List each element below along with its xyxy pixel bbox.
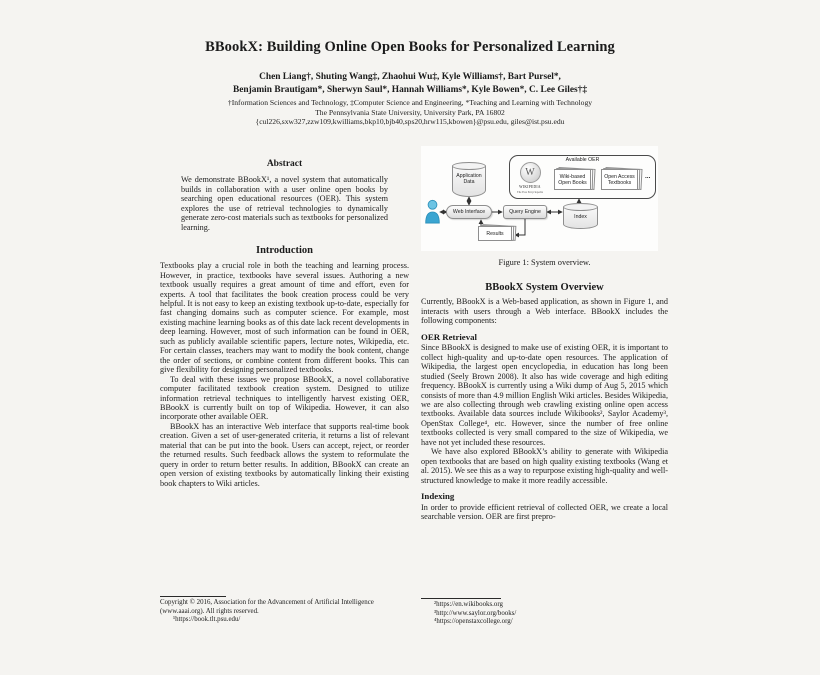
affiliation-line-1: †Information Sciences and Technology, ‡Computer Science and Engineering, *Teaching and Learning with Technology xyxy=(227,98,593,107)
node-query-engine xyxy=(503,205,547,219)
footnote-3: ³http://www.saylor.org/books/ xyxy=(434,609,517,617)
node-open-access-textbooks xyxy=(601,169,638,190)
application-data-label: Application Data xyxy=(456,173,482,185)
wikipedia-tagline: The Free Encyclopedia xyxy=(517,191,543,194)
copyright-notice: Copyright © 2016, Association for the Advancement of Artificial Intelligence (www.aaai.org). All rights reserved. xyxy=(160,599,374,615)
wikipedia-initial: W xyxy=(525,166,535,178)
intro-paragraph-3: BBookX has an interactive Web interface that supports real-time book creation. Given a set of user-generated criteria, it returns a list of relevant material that can be put into the book. Users can accept, reject, or reorder the returned results. Such feedback allows the system to reformulate the query in order to return better results. In addition, BBookX can create an open version of existing textbooks by automatically linking their existing book chapters to Wiki articles. xyxy=(160,421,409,488)
cylinder-top xyxy=(452,162,486,170)
figure-caption: Figure 1: System overview. xyxy=(498,258,591,267)
available-oer-label: Available OER xyxy=(565,157,600,163)
open-access-label-sheet xyxy=(601,169,638,190)
intro-paragraph-1: Textbooks play a crucial role in both the teaching and learning process. However, in practice, textbooks have several issues. Authoring a new textbook usually requires a great amount of time and effort, even for experts. A tool that facilitates the book creation process could be very helpful. It is not easy to keep an existing textbook up-to-date, especially for fast changing domains such as computer science. For example, most existing machine learning books as of this date lack recent developments in deep learning. However, most of such information can be found in OER, such as publicly available scientific papers, lecture notes, Wikipedia, etc. For certain classes, teachers may want to modify the book content, change the order of sections, or combine content from different books. This can give flexibility for designing personalized textbooks. xyxy=(160,261,409,375)
node-index xyxy=(563,203,598,229)
node-wiki-based-open-books xyxy=(554,169,591,190)
wiki-books-label-sheet xyxy=(554,169,591,190)
node-web-interface xyxy=(446,205,492,219)
more-sources-ellipsis: ... xyxy=(645,173,651,180)
left-footnote-block xyxy=(160,596,409,625)
affiliation-line-2: The Pennsylvania State University, University Park, PA 16802 xyxy=(315,107,505,117)
web-interface-label: Web Interface xyxy=(452,209,486,215)
abstract-heading: Abstract xyxy=(266,159,303,169)
right-column xyxy=(421,146,668,660)
node-results xyxy=(478,226,512,241)
abstract-text: We demonstrate BBookX¹, a novel system that automatically builds in collaboration with a user online open books by searching open educational resources (OER). This system explores the use of retrieval technologies to dynamically generate zero-cost materials such as textbooks for personalized learning. xyxy=(181,175,388,232)
intro-paragraph-2: To deal with these issues we propose BBookX, a novel collaborative computer facilitated textbook creation system. Designed to utilize information retrieval techniques to intelligently harvest existing OER, BBookX is currently built on top of Wikipedia. However, it can also incorporate other available OER. xyxy=(160,374,409,422)
footnote-1: ¹https://book.tlt.psu.edu/ xyxy=(173,616,241,624)
results-label: Results xyxy=(486,230,504,237)
right-footnote-block xyxy=(421,598,668,627)
footnote-4: ⁴https://openstaxcollege.org/ xyxy=(434,618,513,626)
open-access-label: Open Access Textbooks xyxy=(604,173,635,186)
user-icon xyxy=(424,198,441,226)
figure-system-overview xyxy=(421,146,658,251)
index-label: Index xyxy=(574,214,587,220)
cylinder-top xyxy=(563,203,598,211)
node-application-data xyxy=(452,162,486,197)
oer-retrieval-paragraph-1: Since BBookX is designed to make use of existing OER, it is important to collect high-quality and up-to-date open resources. The application of Wikipedia, the largest open encyclopedia, in education has long been studied (Seely Brown 2008). It also has wide coverage and high editing frequency. BBookX is currently using a Wiki dump of Aug 5, 2015 which consists of more than 4.9 million English Wiki articles. Besides Wikipedia, we are also collecting through web crawling existing online open access textbooks. Available data sources include Wikibooks², Saylor Academy³, OpenStax College⁴, etc. However, since the number of free online textbooks collected is very small compared to the size of Wikipedia, we have not yet included these resources. xyxy=(421,343,668,447)
wiki-books-label: Wiki-based Open Books xyxy=(558,173,587,186)
paper-title: BBookX: Building Online Open Books for Personalized Learning xyxy=(205,39,615,55)
footnote-2: ²https://en.wikibooks.org xyxy=(434,601,503,608)
section-heading-introduction: Introduction xyxy=(256,245,313,257)
subsection-heading-indexing: Indexing xyxy=(421,491,455,502)
header xyxy=(0,0,820,127)
wikipedia-logo xyxy=(515,162,545,196)
results-label-sheet xyxy=(478,226,512,241)
query-engine-label: Query Engine xyxy=(509,209,541,215)
authors-line-1: Chen Liang†, Shuting Wang‡, Zhaohui Wu‡, Kyle Williams†, Bart Pursel*, xyxy=(259,72,561,82)
author-emails: {cul226,sxw327,zzw109,kwilliams,bkp10,bjb40,sps20,hrw115,kbowen}@psu.edu, giles@ist.psu.edu xyxy=(255,117,565,127)
wikipedia-globe-icon xyxy=(520,162,541,183)
left-column xyxy=(160,155,409,660)
subsection-heading-oer-retrieval: OER Retrieval xyxy=(421,331,477,342)
footnote-rule xyxy=(421,598,501,599)
oer-retrieval-paragraph-2: We have also explored BBookX’s ability to generate with Wikipedia open textbooks that are based on high quality existing textbooks (Wang et al. 2015). We see this as a way to repurpose existing high-quality and well-structured knowledge to make it more readily accessible. xyxy=(421,447,668,485)
author-list xyxy=(0,71,820,96)
affiliations xyxy=(0,98,820,127)
authors-line-2: Benjamin Brautigam*, Sherwyn Saul*, Hannah Williams*, Kyle Bowen*, C. Lee Giles†‡ xyxy=(232,84,588,95)
indexing-paragraph: In order to provide efficient retrieval of collected OER, we create a local searchable version. OER are first prepro- xyxy=(421,502,668,521)
section-heading-overview: BBookX System Overview xyxy=(485,282,604,294)
footnote-rule xyxy=(160,596,226,597)
overview-intro-paragraph: Currently, BBookX is a Web-based application, as shown in Figure 1, and interacts with users through a Web interface. BBookX includes the following components: xyxy=(421,297,668,326)
wikipedia-wordmark: WIKIPEDIA xyxy=(519,185,541,189)
